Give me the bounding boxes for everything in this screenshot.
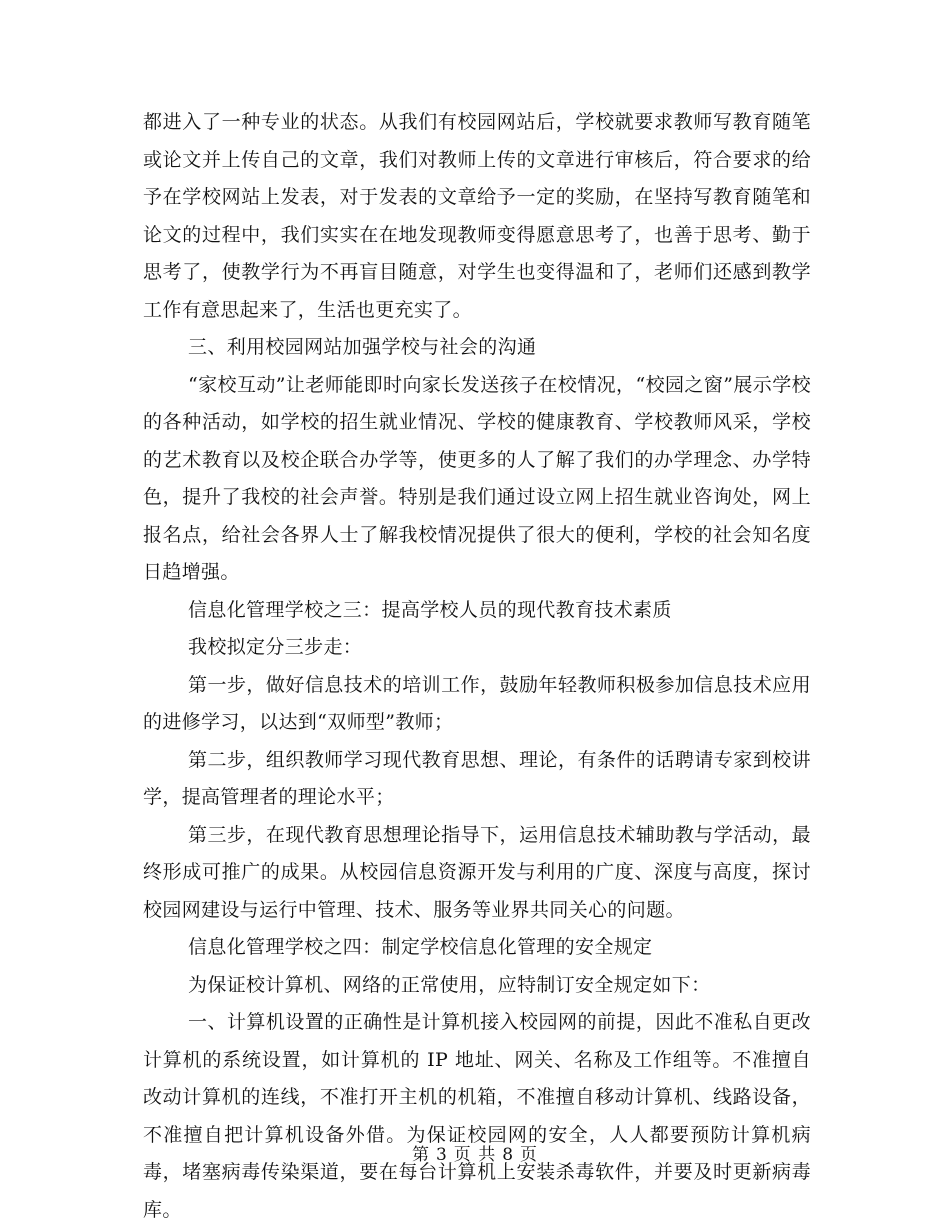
footer-suffix: 页: [520, 1145, 539, 1165]
paragraph-1: 都进入了一种专业的状态。从我们有校园网站后，学校就要求教师写教育随笔或论文并上传自己的文章，我们对教师上传的文章进行审核后，符合要求的给予在学校网站上发表，对于发表的文章给予一定的奖励，在坚持写教育随笔和论文的过程中，我们实实在在地发现教师变得愿意思考了，也善于思考、勤于思考了，使教学行为不再盲目随意，对学生也变得温和了，老师们还感到教学工作有意思起来了，生活也更充实了。: [143, 111, 811, 321]
paragraph-three-steps: 我校拟定分三步走：: [188, 636, 363, 658]
footer-total-pages: 8: [502, 1145, 515, 1165]
paragraph-step-2: 第二步，组织教师学习现代教育思想、理论，有条件的话聘请专家到校讲学，提高管理者的理论水平；: [143, 748, 811, 808]
page-footer: [0, 1140, 950, 1165]
paragraph-step-3: 第三步，在现代教育思想理论指导下，运用信息技术辅助教与学活动，最终形成可推广的成果。从校园信息资源开发与利用的广度、深度与高度，探讨校园网建设与运行中管理、技术、服务等业界共同关心的问题。: [143, 823, 811, 921]
paragraph-security-intro: 为保证校计算机、网络的正常使用，应特制订安全规定如下：: [188, 973, 711, 996]
paragraph-security-rule-1: 一、计算机设置的正确性是计算机接入校园网的前提，因此不准私自更改计算机的系统设置，如计算机的 IP 地址、网关、名称及工作组等。不准擅自改动计算机的连线，不准打开主机的机箱，不准擅自移动计算机、线路设备，不准擅自把计算机设备外借。为保证校园网的安全，人人都要预防计算机病毒，堵塞病毒传染渠道，要在每台计算机上安装杀毒软件，并要及时更新病毒库。: [143, 1011, 811, 1221]
footer-current-page: 3: [435, 1145, 448, 1165]
paragraph-step-1: 第一步，做好信息技术的培训工作，鼓励年轻教师积极参加信息技术应用的进修学习，以达到“双师型”教师；: [143, 673, 811, 733]
section-heading-3: 三、利用校园网站加强学校与社会的沟通: [188, 336, 537, 358]
document-body: [143, 104, 811, 1229]
paragraph-home-school: “家校互动”让老师能即时向家长发送孩子在校情况，“校园之窗”展示学校的各种活动，如学校的招生就业情况、学校的健康教育、学校教师风采，学校的艺术教育以及校企联合办学等，使更多的人了解了我们的办学理念、办学特色，提升了我校的社会声誉。特别是我们通过设立网上招生就业咨询处，网上报名点，给社会各界人士了解我校情况提供了很大的便利，学校的社会知名度日趋增强。: [143, 373, 811, 583]
section-heading-part-3: 信息化管理学校之三：提高学校人员的现代教育技术素质: [188, 598, 672, 621]
section-heading-part-4: 信息化管理学校之四：制定学校信息化管理的安全规定: [188, 936, 653, 958]
footer-middle: 页 共: [453, 1145, 497, 1165]
footer-prefix: 第: [411, 1145, 430, 1165]
